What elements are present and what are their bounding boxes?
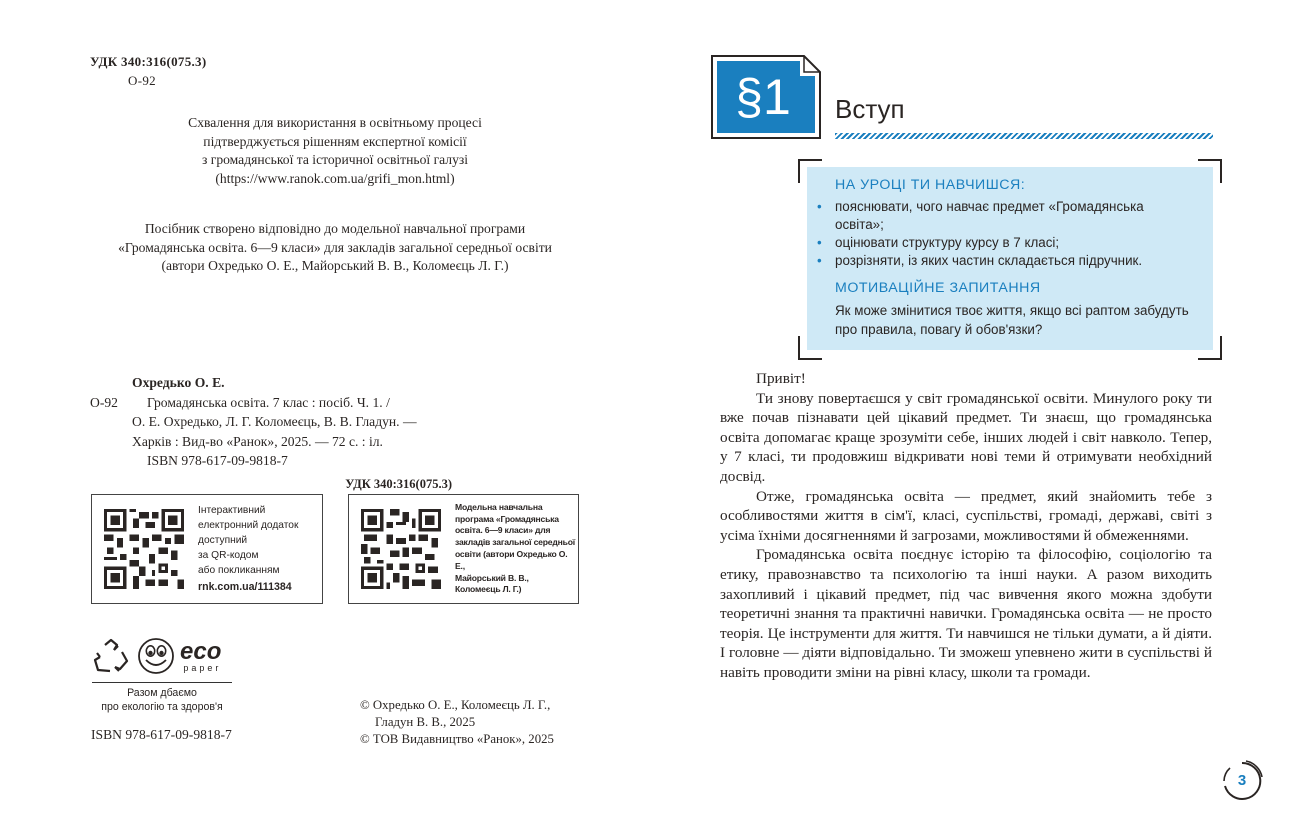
copyright-line: © Охредько О. Е., Коломеєць Л. Г., — [360, 698, 551, 712]
qr-code-icon[interactable] — [361, 509, 441, 589]
qr-caption-line: освіти (автори Охредько О. Е., — [455, 549, 568, 571]
paragraph: Отже, громадянська освіта — предмет, який знайомить тебе з особливостями життя в сім'ї, класі, суспільстві, громаді, державі, світі з усіма їхніми досягненнями й загрозами, можливостями й обмеженнями. — [720, 487, 1212, 544]
eco-divider — [92, 682, 232, 683]
goal-text: пояснювати, чого навчає предмет «Громадянська освіта»; — [835, 199, 1144, 232]
qr-caption-line: доступний — [198, 535, 248, 546]
qr-caption-line: програма «Громадянська — [455, 513, 559, 524]
eco-logo-text: eco — [180, 637, 222, 665]
qr-caption-line: Модельна навчальна — [455, 501, 543, 512]
qr-caption-line: електронний додаток — [198, 520, 299, 531]
goal-text: оцінювати структуру курсу в 7 класі; — [835, 235, 1060, 250]
udk-code: УДК 340:316(075.3) — [90, 54, 207, 69]
approval-link: (https://www.ranok.com.ua/grifi_mon.html) — [215, 170, 455, 186]
bibliographic-record — [90, 373, 580, 494]
biblio-title: Громадянська освіта. 7 клас : посіб. Ч. 1. / — [147, 394, 390, 410]
qr-link[interactable]: rnk.com.ua/111384 — [198, 581, 292, 593]
isbn-bottom: ISBN 978-617-09-9818-7 — [91, 727, 232, 742]
title-underline — [835, 133, 1213, 139]
eco-caption — [92, 686, 232, 714]
qr-caption-line: або покликанням — [198, 565, 280, 576]
eco-caption-line: Разом дбаємо — [127, 687, 197, 699]
program-line: «Громадянська освіта. 6—9 класи» для закладів загальної середньої освіти — [118, 239, 552, 255]
copyright — [360, 697, 554, 748]
goal-text: розрізняти, із яких частин складається підручник. — [835, 253, 1143, 268]
main-text — [720, 369, 1212, 683]
section-mark: §1 — [735, 69, 791, 125]
qr-code-icon[interactable] — [104, 509, 184, 589]
eco-paper-logo — [92, 634, 232, 714]
biblio-publisher: Харків : Вид-во «Ранок», 2025. — 72 с. : іл. — [132, 433, 383, 449]
motivation-heading: МОТИВАЦІЙНЕ ЗАПИТАННЯ — [835, 280, 1041, 296]
approval-line: Схвалення для використання в освітньому процесі — [188, 115, 482, 130]
copyright-line: © ТОВ Видавництво «Ранок», 2025 — [360, 732, 554, 746]
qr-box-interactive — [91, 494, 323, 604]
udk-top — [90, 52, 206, 90]
qr-caption-line: Інтерактивний — [198, 505, 266, 516]
author-code: О-92 — [128, 73, 156, 88]
qr-caption-line: Майорський В. В., — [455, 572, 529, 583]
bullet-icon: • — [817, 235, 822, 250]
bullet-icon: • — [817, 199, 822, 214]
qr-caption-line: Коломеєць Л. Г.) — [455, 584, 522, 595]
paragraph: Громадянська освіта поєднує історію та філософію, соціологію та етику, правознавство та психологію та інші науки. А разом виходить захопливий і цікавий предмет, під час вивчення якого можна здобути теоретичні знання та практичні навички. Громадянська освіта — не просто теорія. Це інструменти для життя. Ти навчишся не тільки думати, а й діяти. І головне — діяти відповідально. Ти зможеш упевнено жити в суспільстві й навіть проводити зміни на рівні класу, школи та громади. — [720, 546, 1212, 681]
program-line: (автори Охредько О. Е., Майорський В. В., Коломеєць Л. Г.) — [161, 258, 509, 274]
goals-list — [817, 198, 1195, 270]
copyright-line: Гладун В. В., 2025 — [375, 715, 476, 729]
program-note — [90, 220, 580, 276]
bullet-icon: • — [817, 253, 822, 268]
qr-caption-line: освіта. 6—9 класи» для — [455, 525, 551, 536]
section-badge — [711, 55, 821, 139]
qr-caption-line: закладів загальної середньої — [455, 537, 575, 548]
approval-line: підтверджується рішенням експертної комісії — [203, 133, 467, 149]
smiley-icon — [136, 636, 176, 676]
biblio-code: О-92 — [90, 394, 118, 410]
page-title: Вступ — [835, 94, 905, 124]
page-number: 3 — [1237, 772, 1247, 789]
goal-item — [817, 234, 1195, 252]
biblio-authors: О. Е. Охредько, Л. Г. Коломеєць, В. В. Гладун. — — [132, 414, 417, 429]
approval-note — [90, 114, 580, 188]
eco-logo-sub: paper — [183, 662, 222, 673]
lesson-goals-box — [807, 167, 1213, 350]
goal-item — [817, 198, 1195, 234]
recycle-icon — [92, 637, 130, 675]
motivation-question: Як може змінитися твоє життя, якщо всі раптом забудуть про правила, повагу й обов'язки? — [835, 303, 1189, 337]
goals-heading: НА УРОЦІ ТИ НАВЧИШСЯ: — [835, 177, 1026, 193]
biblio-isbn: ISBN 978-617-09-9818-7 — [147, 453, 288, 468]
qr-caption-line: за QR-кодом — [198, 550, 259, 561]
greeting: Привіт! — [756, 370, 806, 387]
qr-box-program — [348, 494, 579, 604]
qr-caption-1 — [198, 503, 298, 595]
approval-line: з громадянської та історичної освітньої галузі — [201, 152, 469, 168]
qr-caption-2 — [455, 502, 578, 596]
biblio-udk: УДК 340:316(075.3) — [345, 476, 452, 491]
biblio-author: Охредько О. Е. — [132, 375, 225, 390]
program-line: Посібник створено відповідно до модельної навчальної програми — [144, 221, 526, 236]
eco-caption-line: про екологію та здоров'я — [101, 701, 223, 713]
goal-item — [817, 252, 1195, 270]
paragraph: Ти знову повертаєшся у світ громадянської освіти. Минулого року ти вже почав пізнавати цей цікавий предмет. Ти знаєш, що громадянська освіта допомагає краще зрозуміти себе, інших людей і світ навколо. Тепер, у 7 класі, ти продовжиш відкривати нові теми й отримувати необхідний досвід. — [720, 389, 1212, 485]
page-number-badge — [1220, 759, 1264, 803]
